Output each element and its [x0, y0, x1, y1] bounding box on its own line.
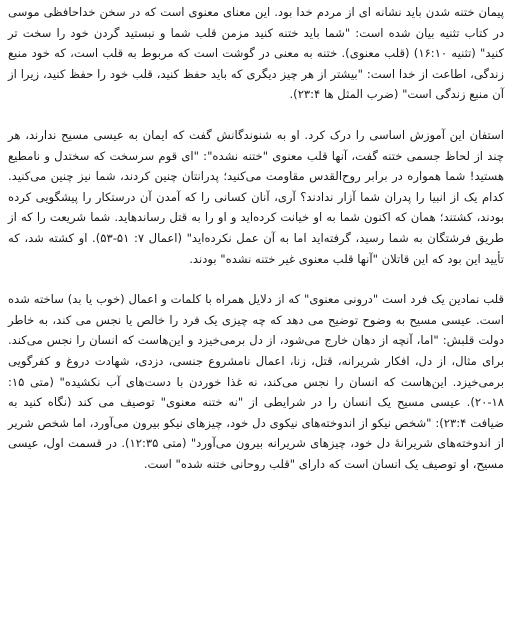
paragraph-circumcision-covenant: پیمان ختنه شدن باید نشانه ای از مردم خدا بود. این معنای معنوی است که در سخن خداحافظی موسی در کتاب تثنیه بیان شده است: "شما باید ختنه کنید مزمن قلب شما و نبستید گردن خود را سخت تر کنید" (تثنیه ۱۶:۱۰) (قلب معنوی). ختنه به معنی در گوشت است که مربوط به قلب است، که خود منبع زندگی، اطاعت از خدا است: "بیشتر از هر چیز دیگری که باید حفظ کنید، قلب خود را حفظ کنید، زیرا از آن منبع زندگی است" (ضرب المثل ها ۲۳:۴). [8, 5, 504, 102]
paragraph-symbolic-heart: قلب نمادین یک فرد است "درونی معنوی" که از دلایل همراه با کلمات و اعمال (خوب یا بد) ساخته شده است. عیسی مسیح به وضوح توضیح می دهد که چه چیزی یک فرد را خالص یا نجس می کند، به خاطر دولت قلبش: "اما، آنچه از دهان خارج می‌شود، از دل برمی‌خیزد و این‌هاست که انسان را نجس می‌کند. برای مثال، از دل، افکار شریرانه، قتل، زنا، اعمال نامشروع جنسی، دزدی، شهادت دروغ و کفرگویی برمی‌خیزد. این‌هاست که انسان را نجس می‌کند، نه غذا خوردن با دست‌های آب نکشیده" (متی ۱۵: ۱۸-۲۰). عیسی مسیح یک انسان را در شرایطی از "نه ختنه معنوی" توصیف می کند (نگاه کنید به ضیافت ۲۳:۴): "شخص نیکو از اندوخته‌های نیکوی دل خود، چیزهای نیکو بیرون می‌آورد، اما شخص شریر از اندوخته‌های شریرانهٔ دل خود، چیزهای شریرانه بیرون می‌آورد" (متی ۱۲:۳۵). در قسمت اول، عیسی مسیح، او توصیف یک انسان است که دارای "قلب روحانی ختنه شده" است. [8, 292, 504, 471]
paragraph-stephen-teaching: استفان این آموزش اساسی را درک کرد. او به شنوندگانش گفت که ایمان به عیسی مسیح ندارند، هر چند از لحاظ جسمی ختنه گفت، آنها قلب معنوی "ختنه نشده": "ای قوم سرسخت که سختدل و نامطیع هستید! شما همواره در برابر روح‌القدس مقاومت می‌کنید؛ پدرانتان چنین کردند، شما نیز چنین می‌کنید. کدام یک از انبیا را پدران شما آزار ندادند؟ آری، آنان کسانی را که آمدن آن درستکار را پیشگویی کرده بودند، کشتند؛ همان که اکنون شما به او خیانت کرده‌اید و او را به قتل رساندهاید. شما شریعت را که از طریق فرشتگان به شما رسید، گرفته‌اید اما به آن عمل نکرده‌اید" (اعمال ۷: ۵۱-۵۳). او کشته شد، که تأیید این بود که این قاتلان "آنها قلب معنوی غیر ختنه نشده" بودند. [8, 127, 504, 266]
